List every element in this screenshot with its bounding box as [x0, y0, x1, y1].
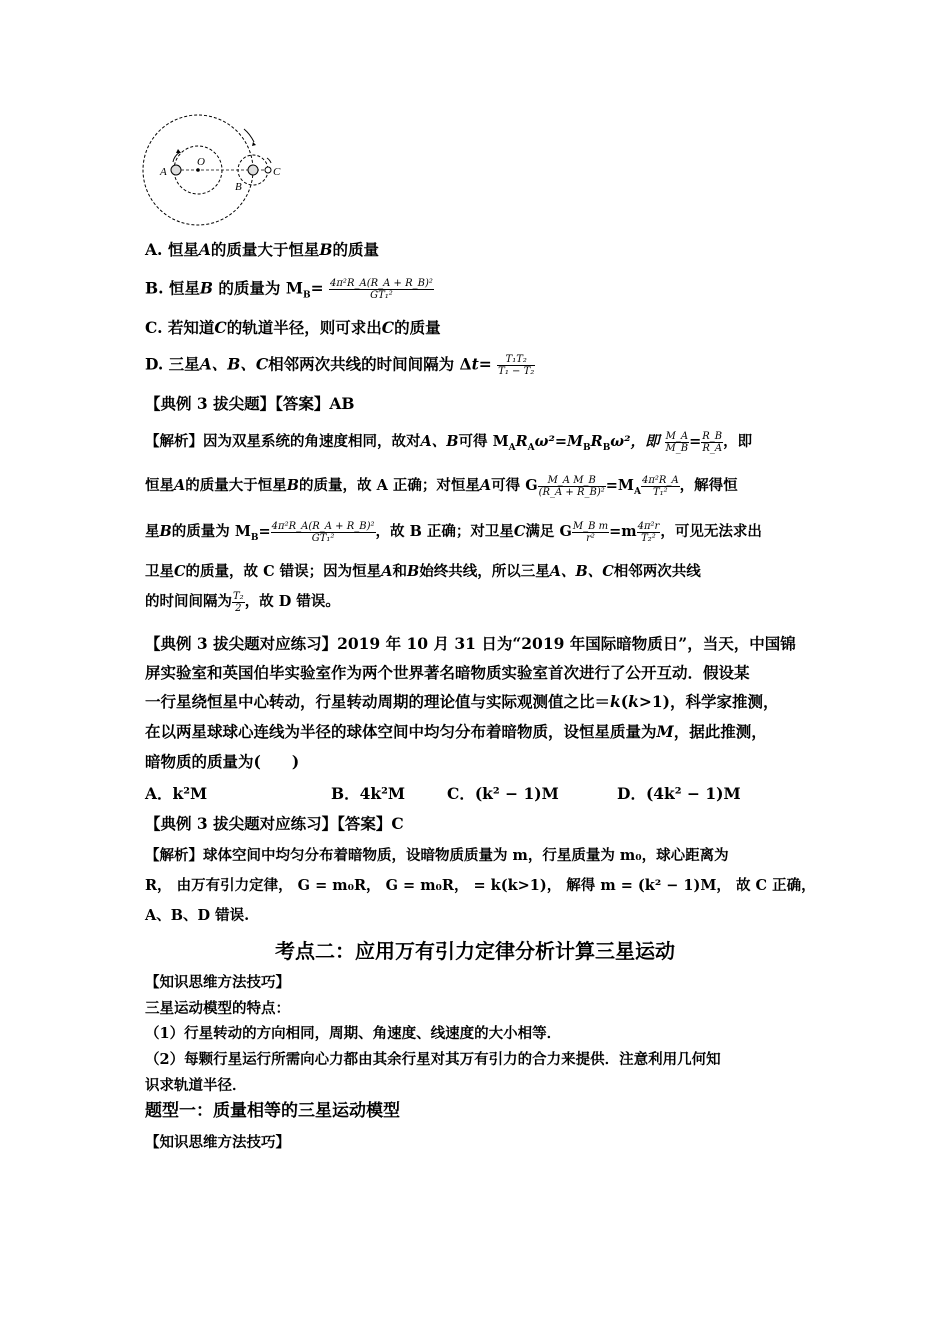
choice-c: C．(k² − 1)M	[447, 784, 559, 803]
practice-analysis: 【解析】球体空间中均匀分布着暗物质，设暗物质质量为 m，行星质量为 m₀，球心距离为 R， 由万有引力定律， G = m₀R， G = m₀R， = k(k>1)， 解得 m = (k² − 1)M， 故 C 正确， A、B、D 错误.	[145, 847, 816, 924]
feature-1: （1）行星转动的方向相同，周期、角速度、线速度的大小相等．	[145, 1025, 562, 1042]
practice-choices	[145, 782, 805, 802]
satellite-c	[265, 167, 271, 173]
practice-question: 【典例 3 拔尖题对应练习】2019 年 10 月 31 日为“2019 年国际暗物质日”，当天，中国锦 屏实验室和英国伯毕实验室作为两个世界著名暗物质实验室首次进行了公开互动．假设某 一行星绕恒星中心转动，行星转动周期的理论值与实际观测值之比＝k(k>1)，科学家推测， 在以两星球球心连线为半径的球体空间中均匀分布着暗物质，设恒星质量为M，据此推测， 暗物质的质量为( )	[145, 634, 796, 771]
arrow-b	[244, 129, 254, 142]
arrow-c	[267, 158, 271, 163]
ex3-answer: 【典例 3 拔尖题】【答案】AB	[145, 394, 355, 413]
section-title: 考点二：应用万有引力定律分析计算三星运动	[275, 939, 675, 963]
label-o: O	[197, 156, 205, 168]
orbit-diagram	[140, 112, 290, 230]
interval-fraction: $\frac{\text{T₁T₂}}{\text{T₁ − T₂}}$	[498, 354, 535, 377]
choice-b: B．4k²M	[331, 784, 406, 803]
option-d: D. 三星A、B、C相邻两次共线的时间间隔为 Δt= $\frac{\text{T₁T₂}}{\text{T₁ − T₂}}$	[145, 354, 535, 377]
label-c: C	[273, 166, 281, 178]
type-heading: 题型一：质量相等的三星运动模型	[145, 1101, 400, 1121]
ex3-analysis: 【解析】因为双星系统的角速度相同，故对A、B可得 $M_AR_A\omega^2=M_BR_B\omega^2$，即 $\frac{M\_A}{M\_B}$ = $\frac{R\_B}{R\_A}$ ，即 恒星A的质量大于恒星B的质量，故 A 正确；对恒星A可得 G $\frac{\text{M\_A M\_B}}{\text{(R\_A + R\_B)²}}$ $=M_A$ $\frac{\text{4π²R\_A}}{\text{T₁²}}$ ，解得恒 星B的质量为 $M_B=$ $\frac{\text{4π²R\_A(R\_A + R\_B)²}}{\text{GT₁²}}$ ，故 B 正确；对卫星C满足 G $\frac{\text{M\_B m}}{\text{r²}}$ =m $\frac{\text{4π²r}}{\text{T₂²}}$ ，可见无法求出 卫星C的质量，故 C 错误；因为恒星A和B始终共线，所以三星A、B、C相邻两次共线 的时间间隔为 $\frac{\text{T₂}}{2}$ ，故 D 错误。	[145, 430, 762, 614]
star-b	[248, 165, 258, 175]
option-c: C. 若知道C的轨道半径，则可求出C的质量	[145, 318, 441, 337]
arrow-a	[173, 152, 180, 162]
practice-answer: 【典例 3 拔尖题对应练习】【答案】C	[145, 814, 404, 833]
feature-2: （2）每颗行星运行所需向心力都由其余行星对其万有引力的合力来提供．注意利用几何知	[145, 1051, 721, 1068]
mass-b-fraction: $\frac{\text{4π²R\_A(R\_A + R\_B)²}}{\text{GT₁²}}$	[330, 278, 433, 301]
tip-heading-1: 【知识思维方法技巧】	[145, 975, 290, 991]
option-a: A. 恒星A的质量大于恒星B的质量	[145, 240, 379, 259]
tip-heading-2: 【知识思维方法技巧】	[145, 1135, 290, 1151]
choice-a: A．k²M	[145, 784, 208, 803]
option-b: B. 恒星B 的质量为 $M_B=$ $\frac{\text{4π²R\_A(R\_A + R\_B)²}}{\text{GT₁²}}$	[145, 278, 433, 301]
choice-d: D．(4k² − 1)M	[617, 784, 741, 803]
feature-intro: 三星运动模型的特点：	[145, 1000, 290, 1017]
label-b: B	[235, 181, 242, 193]
feature-2-cont: 识求轨道半径．	[145, 1077, 247, 1094]
star-a	[171, 165, 181, 175]
center-o	[196, 168, 200, 172]
label-a: A	[160, 166, 167, 178]
